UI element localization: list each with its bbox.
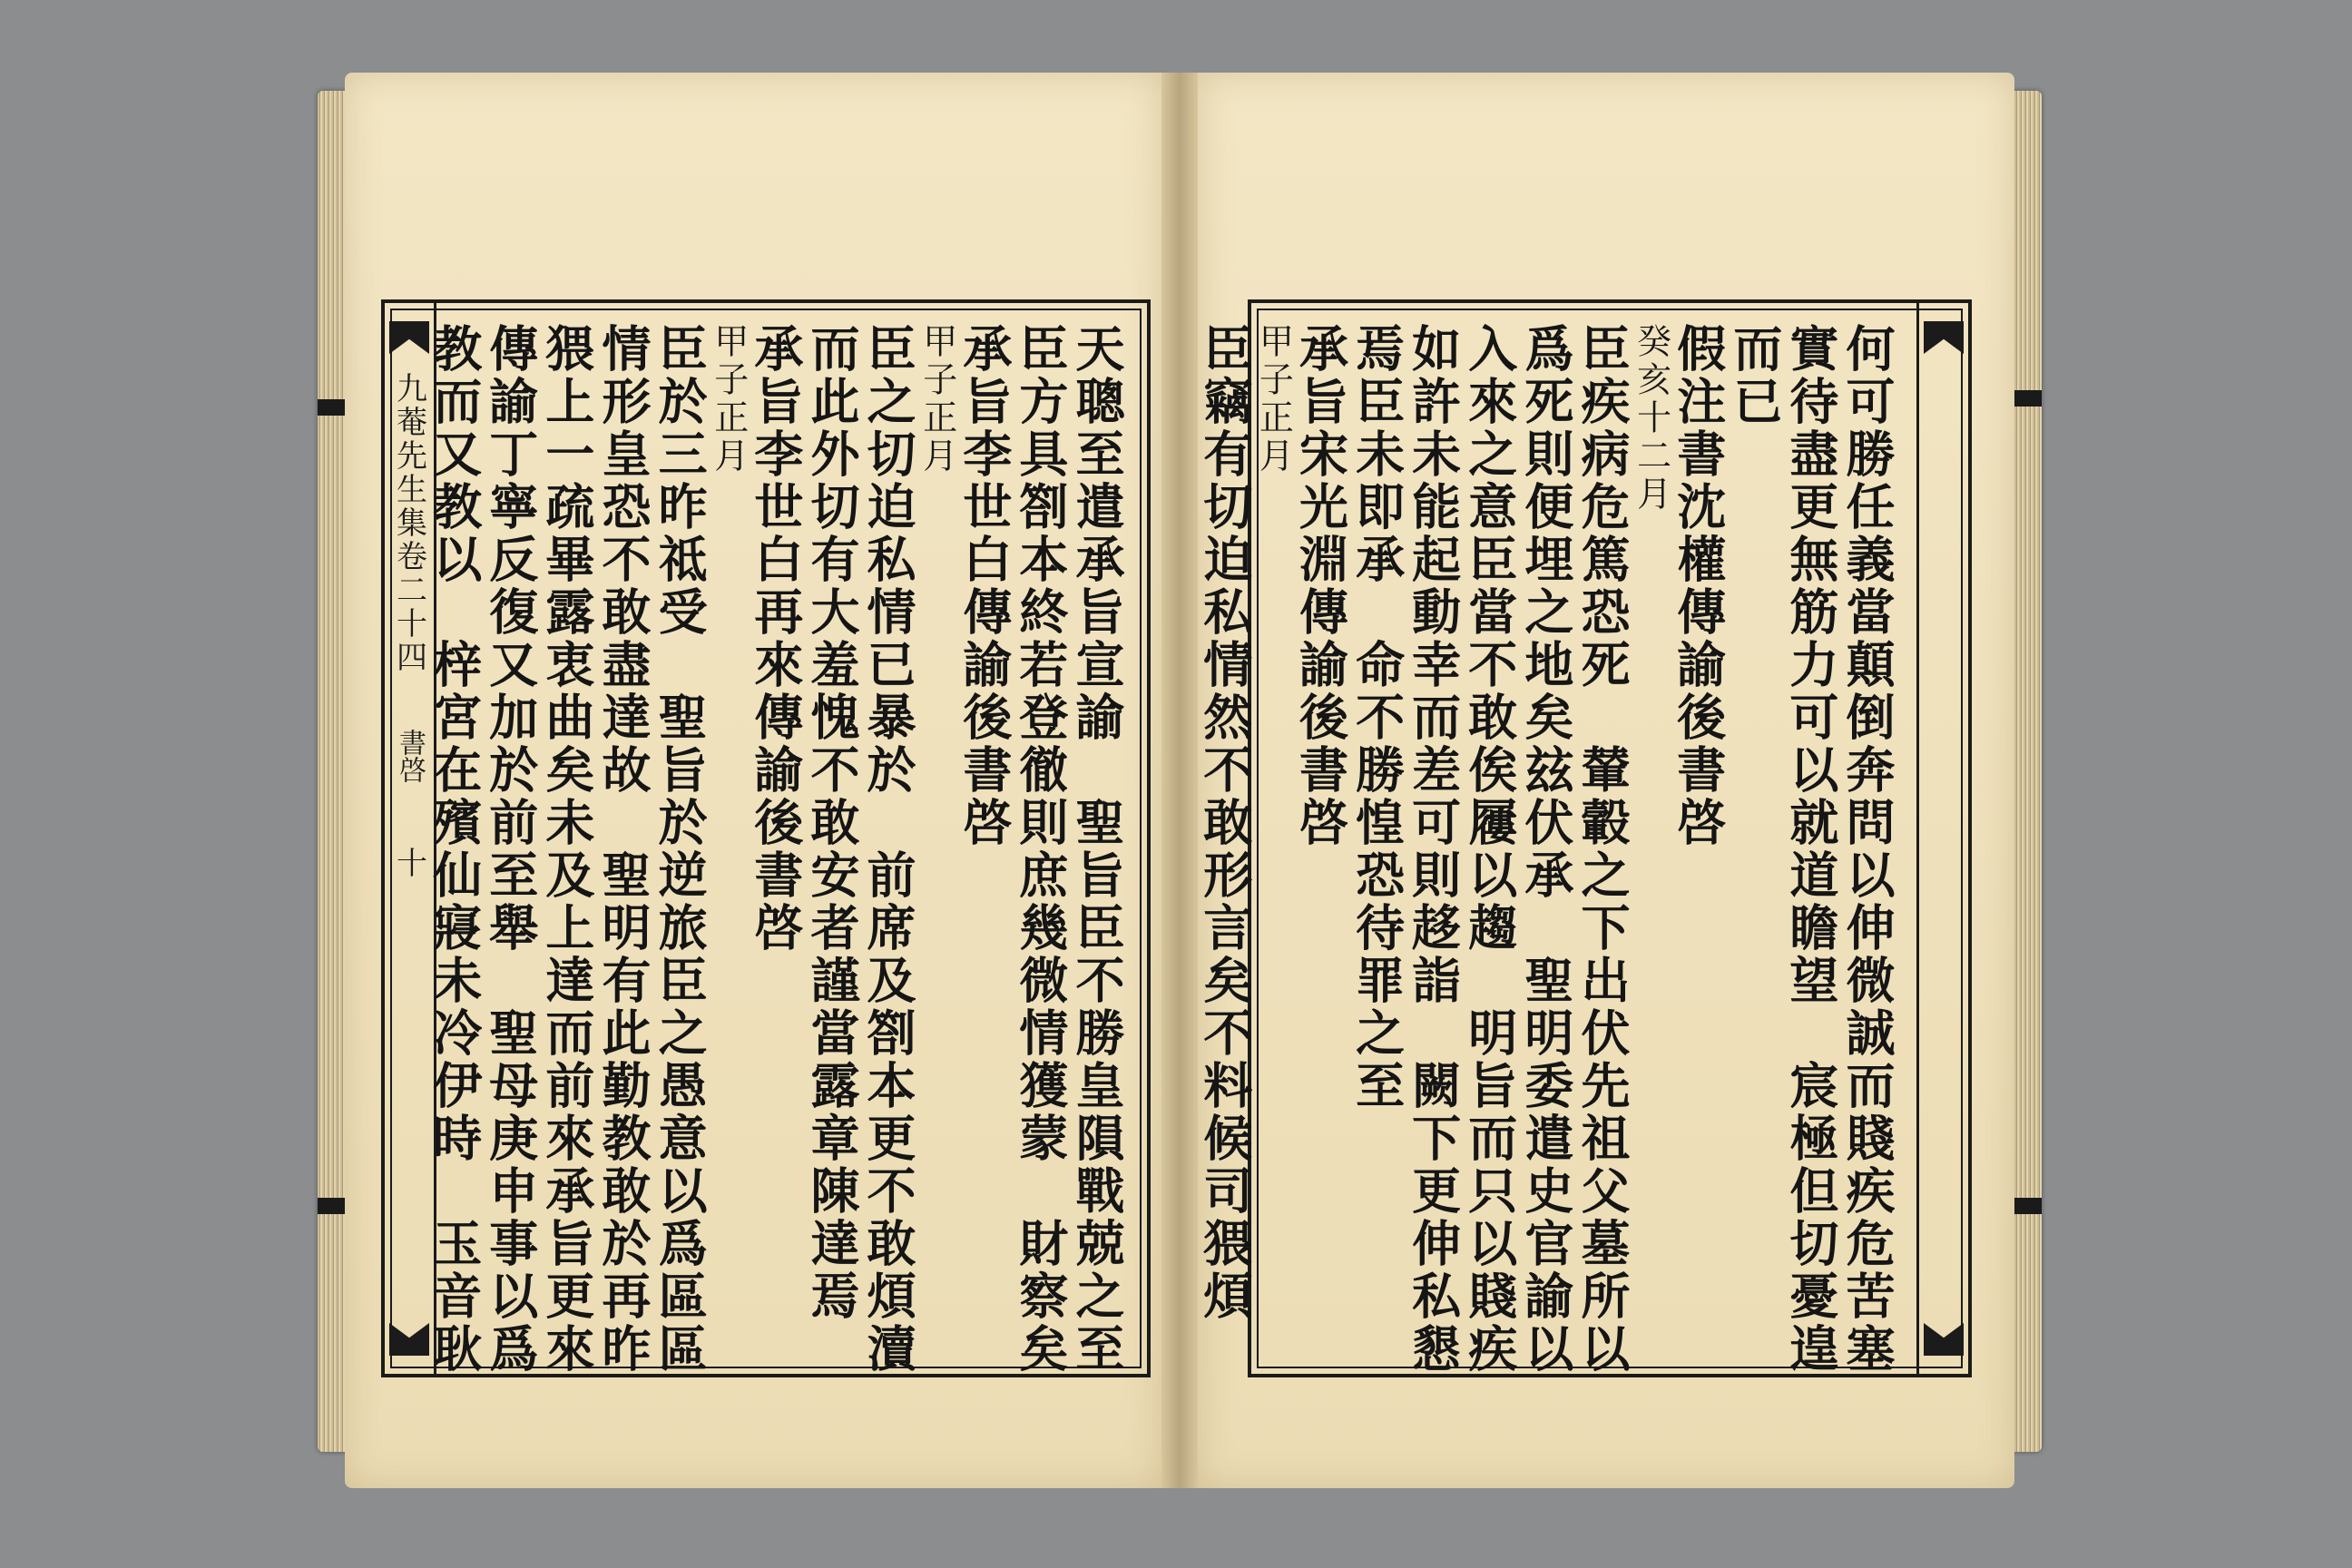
- fishtail-top-icon: [389, 321, 429, 354]
- text-column: 臣竊有切迫私情然不敢形言矣不料候司猥煩: [1195, 323, 1254, 1323]
- right-text-frame: [1195, 299, 1972, 1377]
- book-title: 九菴先生集卷二十四: [390, 372, 427, 674]
- text-column: 爲死則便埋之地矣玆伏承 聖明委遣史官諭以: [1516, 323, 1575, 1376]
- text-column: 天聰至遣承旨宣諭 聖旨臣不勝皇隕戰兢之至: [1068, 323, 1126, 1376]
- text-column: 臣之切迫私情已暴於 前席及劄本更不敢煩瀆: [859, 323, 918, 1376]
- text-column: 入來之意臣當不敢俟屨以趨 明旨而只以賤疾: [1460, 323, 1519, 1376]
- left-text-columns: [425, 316, 1134, 1376]
- left-text-frame: [381, 299, 1151, 1377]
- text-column: 承旨宋光淵傳諭後書啓: [1291, 323, 1350, 849]
- left-page: [345, 73, 1161, 1488]
- text-column: 如許未能起動幸而差可則趍詣 闕下更伸私懇: [1404, 323, 1463, 1376]
- fishtail-bottom-icon: [389, 1323, 429, 1356]
- date-note: 癸亥十二月: [1631, 323, 1671, 514]
- date-note: 甲子正月: [708, 323, 749, 475]
- text-column: 何可勝任義當顛倒奔問以伸微誠而賤疾危苦塞: [1838, 323, 1896, 1376]
- page-number: 十: [390, 847, 427, 877]
- text-column: 假注書沈權傳諭後書啓: [1669, 323, 1728, 849]
- text-column: 臣方具劄本終若登徹則庶幾微情獲蒙 財察矣: [1011, 323, 1070, 1376]
- text-column: 實待盡更無筋力可以就道瞻望 宸極但切憂遑: [1781, 323, 1840, 1376]
- text-column: 臣於三昨祗受 聖旨於逆旅臣之愚意以爲區區: [651, 323, 710, 1376]
- text-column: 情形皇恐不敢盡達故 聖明有此勤教敢於再昨: [593, 323, 652, 1376]
- text-column: 而此外切有大羞愧不敢安者謹當露章陳達焉: [802, 323, 861, 1323]
- text-column: 猥上一疏畢露衷曲矣未及上達而前來承旨更來: [537, 323, 596, 1376]
- text-column: 承旨李世白再來傳諭後書啓: [746, 323, 805, 955]
- date-note: 甲子正月: [1253, 323, 1294, 475]
- text-column: 承旨李世白傳諭後書啓: [955, 323, 1014, 849]
- text-column: 臣疾病危篤恐死 輦轂之下出伏先祖父墓所以: [1573, 323, 1632, 1376]
- section-title: 書啓: [394, 729, 426, 783]
- right-page-center-column: [1916, 303, 1968, 1374]
- text-column: 焉臣未即承 命不勝惶恐待罪之至: [1348, 323, 1406, 1112]
- right-page: [1195, 73, 2014, 1488]
- fishtail-top-icon: [1924, 321, 1964, 354]
- text-column: 傳諭丁寧反復又加於前至舉 聖母庚申事以爲: [481, 323, 540, 1376]
- date-note: 甲子正月: [916, 323, 957, 475]
- text-column: 而已: [1725, 323, 1784, 428]
- open-book: [318, 73, 2042, 1506]
- right-text-columns: [1195, 316, 1905, 1376]
- book-gutter: [1161, 73, 1198, 1488]
- fishtail-bottom-icon: [1924, 1323, 1964, 1356]
- text-column: 教而又教以 梓宮在殯仙寢未冷伊時 玉音耿: [425, 323, 484, 1376]
